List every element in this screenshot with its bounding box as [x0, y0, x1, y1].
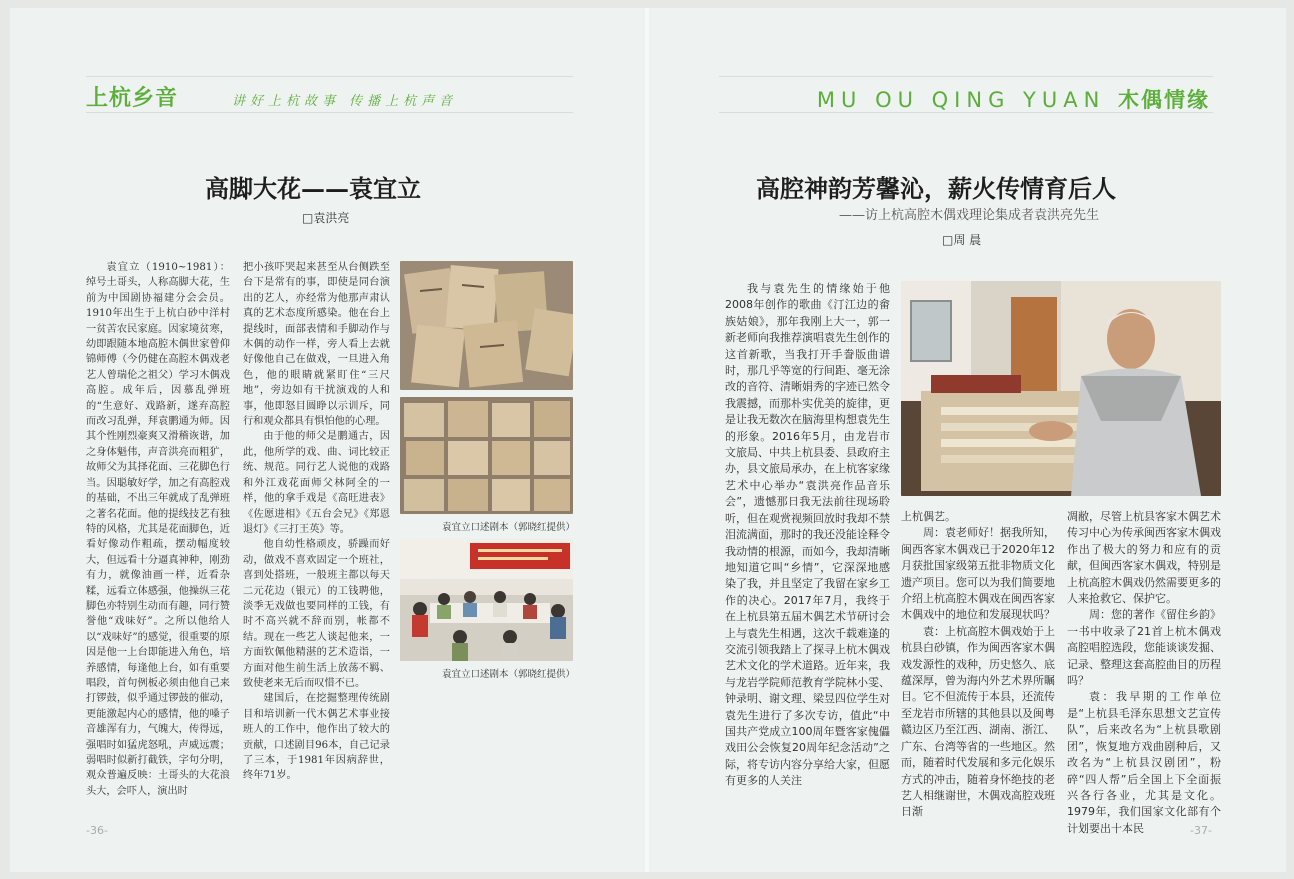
- manuscript-photo-1: [400, 261, 573, 390]
- article-subtitle: ——访上杭高腔木偶戏理论集成者袁洪亮先生: [839, 208, 1100, 223]
- body-paragraph: 建国后，在挖掘整理传统剧目和培训新一代木偶艺术事业接班人的工作中，他作出了较大的贡献，口述剧目96本，自己记录了三本，于1981年因病辞世，终年71岁。: [243, 693, 390, 782]
- header-bottom-rule: [86, 112, 573, 113]
- body-paragraph: 袁：上杭高腔木偶戏始于上杭县白砂镇，作为闽西客家木偶戏发源性的戏种，历史悠久、底蕴深厚，曾为海内外艺术界所瞩目。它不但流传于本县，还流传至龙岩市所辖的其他县以及闽粤赣边区乃至江西、湖南、浙江、广东、台湾等省的一些地区。然而，随着时代发展和多元化娱乐方式的冲击，随着身怀绝技的老艺人相继谢世，木偶戏高腔戏班日渐: [901, 624, 1055, 819]
- column-header: [817, 84, 1210, 114]
- column-slogan: 讲好上杭故事 传播上杭声音: [232, 94, 458, 109]
- body-paragraph: 上杭偶艺。: [901, 510, 956, 523]
- magazine-spread: [10, 8, 1286, 872]
- manuscript-photo-1-image: [400, 261, 573, 390]
- right-page: [649, 8, 1286, 872]
- header-top-rule: [719, 76, 1213, 77]
- body-paragraph: 袁宜立（1910~1981）：绰号土哥头，人称高脚大花，生前为中国剧协福建分会会员。1910年出生于上杭白砂中洋村一贫苦农民家庭。因家境贫寒，幼即跟随本地高腔木偶世家曾仰锦师傅（今仍健在高腔木偶戏老艺人曾瑞伦之祖父）学习木偶戏高腔。成年后，因慕乱弹班的“生意好、戏路新，遂弃高腔而改习乱弹，拜袁鹏通为师。因其个性刚烈豪爽又滑稽诙谐，加之身体魁伟，声音洪亮而粗犷，故师父为其择花面、三花脚色行当。因聪敏好学，加之有高腔戏的基础，不出三年就成了乱弹班之著名花面。他的提线技艺有独特的风格，尤其是花面脚色，近看好像动作粗疏，摆动幅度较大，但远看十分逼真神种，刚劲有力，就像油画一样，近看杂糅，远看立体感强，他操纵三花脚色亦特别生动而有趣，同行赞誉他“戏味好”。之所以他给人以“戏味好”的感觉，很重要的原因是他一上台即能进入角色，培养感情，每逢他上台，如有重要唱段，首句例板必须由他自己来打锣鼓，似乎通过锣鼓的催动，更能激起内心的感情，他的嗓子音雄浑有力，气魄大，传得远，强唱时如猛虎怒吼，声威远震；弱唱时似新打截铁，字句分明，观众普遍反映：土哥头的大花浪头大，会吓人，演出时: [86, 262, 230, 797]
- meeting-photo-image: [400, 539, 573, 661]
- article-byline: □周 晨: [942, 233, 982, 247]
- column-header-latin: MU OU QING YUAN: [816, 88, 1106, 112]
- body-column-2: [243, 260, 390, 805]
- body-paragraph: 把小孩吓哭起来甚至从台侧跌至台下是常有的事，即使是同台演出的艺人，亦经常为他那声肃认真的艺术态度所感染。他在台上提线时，面部表情和手脚动作与木偶的动作一样，旁人看上去就好像他自己在做戏，一旦进入角色，他的眼睛就紧盯住“三尺地”，旁边如有干扰演戏的人和事，他即怒目圆睁以示训斥，同行和观众都具有惧怕他的心理。: [243, 262, 390, 428]
- body-paragraph: 他自幼性格顽皮，骄躁而好动，做戏不喜欢固定一个班社，喜到处搭班，一般班主都以每天二元花边（银元）的工钱聘他，淡季无戏做也要同样的工钱，有时不高兴就不辞而别，帐都不结。现在一些艺人谈起他来，一方面钦佩他精湛的艺术造诣，一方面对他生前生活上放荡不羁、致使老来无后而叹惜不已。: [243, 539, 390, 689]
- header-top-rule: [86, 76, 573, 77]
- article-byline: □袁洪亮: [302, 211, 350, 225]
- photo-caption-1: 袁宜立口述剧本（郭晓红提供）: [442, 522, 576, 533]
- portrait-photo-image: [901, 281, 1221, 496]
- portrait-photo: [901, 281, 1221, 496]
- body-column-2: [901, 509, 1055, 819]
- body-paragraph: 周：您的著作《留住乡韵》一书中收录了21首上杭木偶戏高腔唱腔选段，您能谈谈发掘、记录、整理这套高腔曲目的历程吗？: [1067, 608, 1221, 688]
- column-header-chinese: 木偶情缘: [1118, 88, 1210, 112]
- body-paragraph: 我与袁先生的情缘始于他2008年创作的歌曲《汀江边的畲族姑娘》，那年我刚上大一，郭一新老师向我推荐演唱袁先生创作的这首新歌，当我打开手誊版曲谱时，那几乎等宽的行间距、毫无涂改的音符、清晰娟秀的字迹已然令我震撼，而那朴实优美的旋律，更是让我无数次在脑海里构想袁先生的形象。2016年5月，由龙岩市文旅局、中共上杭县委、县政府主办，县文旅局承办，在上杭客家缘艺术中心举办“袁洪亮作品音乐会”，遗憾那日我无法前往现场聆听，但在观赏视频回放时我却不禁泪流满面，那时的我还没能诠释令我动情的根源，而如今，我却清晰地知道它叫“乡情”，它深深地感染了我，并且坚定了我留在家乡工作的决心。2017年7月，我终于在上杭县第五届木偶艺术节研讨会上与袁先生相遇，这次千载难逢的交流引领我踏上了探寻上杭木偶戏艺术文化的学术道路。近年来，我与龙岩学院师范教育学院林小雯、钟录明、谢文理、梁昱四位学生对袁先生进行了多次专访，值此“中国共产党成立100周年暨客家傀儡戏田公会恢复20周年纪念活动”之际，将专访内容分享给大家，但愿有更多的人关注: [725, 282, 890, 788]
- body-paragraph: 周：袁老师好！据我所知，闽西客家木偶戏已于2020年12月获批国家级第五批非物质文化遗产项目。您可以为我们简要地介绍上杭高腔木偶戏在闽西客家木偶戏中的地位和发展现状吗？: [901, 526, 1055, 622]
- manuscript-photo-2-image: [400, 397, 573, 514]
- page-number-right: -37-: [1190, 824, 1212, 837]
- article-title: 高腔神韵芳馨沁，薪火传情育后人: [756, 174, 1116, 203]
- left-page: [10, 8, 645, 872]
- body-paragraph: 由于他的师父是鹏通古，因此，他所学的戏、曲、词比较正统、规范。同行艺人说他的戏路和外江戏花面师父林阿全的一样，他的拿手戏是《高旺进表》《佐愿进相》《五台会兄》《郑恩退灯》《三打王英》等。: [243, 431, 390, 535]
- body-column-1: [725, 281, 890, 811]
- body-column-1: [86, 260, 230, 805]
- photo-caption-2: 袁宜立口述剧本（郭晓红提供）: [442, 669, 576, 680]
- column-brand-logo: 上杭乡音: [86, 85, 179, 111]
- article-title: 高脚大花——袁宜立: [205, 174, 421, 203]
- body-paragraph: 凋敝，尽管上杭县客家木偶艺术传习中心为传承闽西客家木偶戏作出了极大的努力和应有的贡献，但闽西客家木偶戏，特别是上杭高腔木偶戏仍然需要更多的人来抢救它、保护它。: [1067, 510, 1221, 606]
- manuscript-photo-2: [400, 397, 573, 514]
- meeting-photo: [400, 539, 573, 661]
- body-paragraph: 袁：我早期的工作单位是“上杭县毛泽东思想文艺宣传队”，后来改名为“上杭县歌剧团”，恢复地方戏曲剧种后，又改名为“上杭县汉剧团”，粉碎“四人帮”后全国上下全面振兴各行各业，尤其是文化。1979年，我们国家文化部有个计划要出十本民: [1067, 690, 1221, 835]
- page-number-left: -36-: [86, 824, 108, 837]
